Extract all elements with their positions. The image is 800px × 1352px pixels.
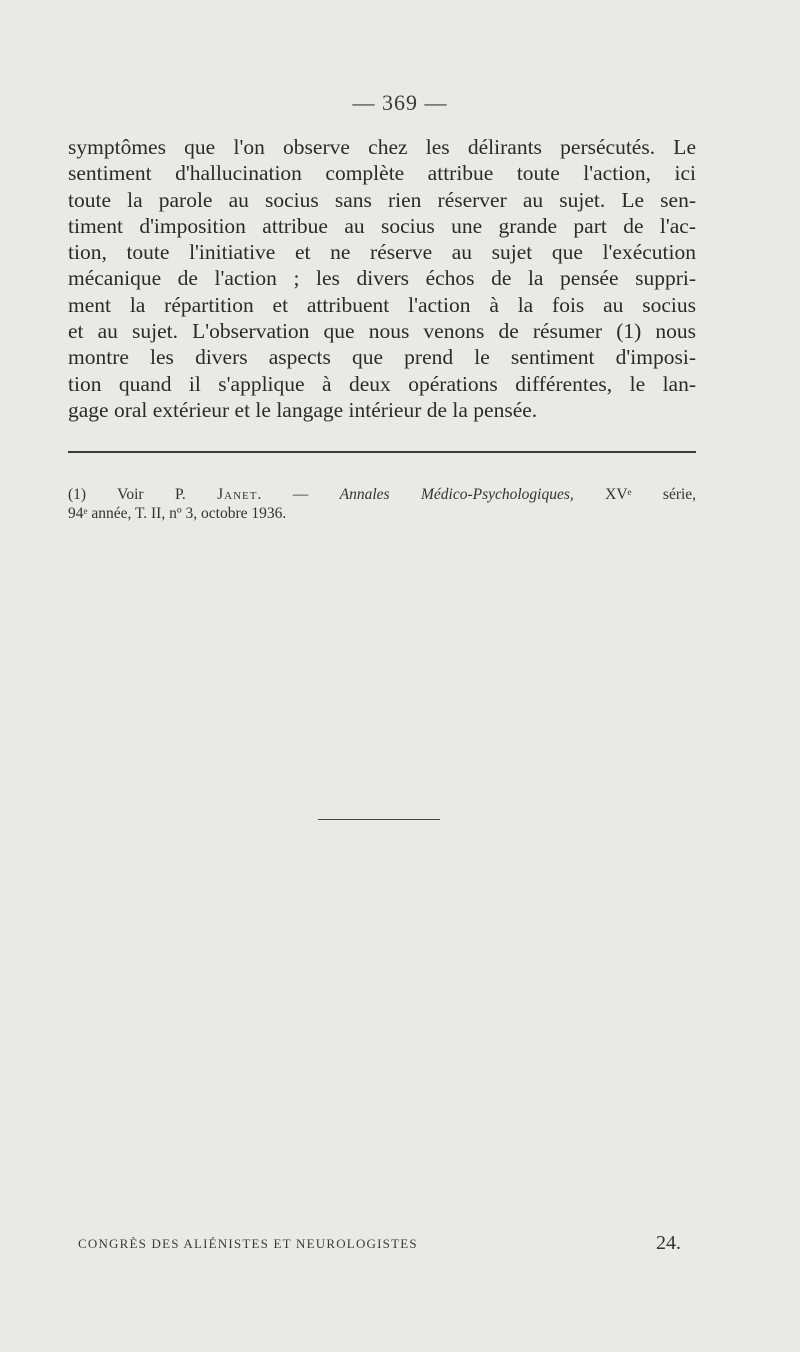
body-line: gage oral extérieur et le langage intérieur de la pensée. <box>68 397 538 422</box>
body-line: tion, toute l'initiative et ne réserve au sujet que l'exécution <box>68 240 696 265</box>
footnote-line-1 <box>68 485 696 504</box>
body-line: sentiment d'hallucination complète attribue toute l'action, ici <box>68 161 696 186</box>
body-paragraph <box>68 134 696 423</box>
body-line: ment la répartition et attribuent l'action à la fois au socius <box>68 292 696 317</box>
printer-signature: CONGRÈS DES ALIÉNISTES ET NEUROLOGISTES <box>78 1236 418 1251</box>
footnote-marker: (1) Voir P. <box>68 486 186 503</box>
footnote-journal: Annales Médico-Psychologiques, <box>339 486 574 503</box>
footnote <box>68 485 696 523</box>
footnote-author: Janet <box>217 486 258 503</box>
footnote-rule <box>68 451 696 453</box>
body-line: symptômes que l'on observe chez les délirants persécutés. Le <box>68 135 696 159</box>
body-line: timent d'imposition attribue au socius une grande part de l'ac- <box>68 213 696 238</box>
body-line: tion quand il s'applique à deux opérations différentes, le lan- <box>68 371 696 396</box>
footnote-line-2: 94ᵉ année, T. II, nº 3, octobre 1936. <box>68 505 287 522</box>
body-line: et au sujet. L'observation que nous venons de résumer (1) nous <box>68 319 696 344</box>
footnote-series: XVᵉ série, <box>605 486 697 503</box>
signature-mark: 24. <box>656 1232 681 1254</box>
section-separator <box>318 819 440 820</box>
body-line: mécanique de l'action ; les divers échos de la pensée suppri- <box>68 266 696 291</box>
footnote-dash: . — <box>257 486 309 503</box>
page-number: — 369 — <box>352 90 448 115</box>
body-line: toute la parole au socius sans rien réserver au sujet. Le sen- <box>68 187 696 212</box>
body-line: montre les divers aspects que prend le sentiment d'imposi- <box>68 345 696 370</box>
